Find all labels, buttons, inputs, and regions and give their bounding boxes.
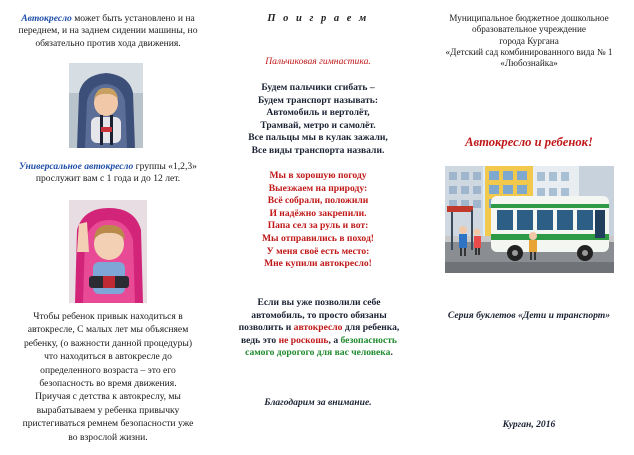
bus-stop-illustration [445, 166, 614, 273]
poem-line: Выезжаем на природу: [268, 182, 368, 194]
institution-line: «Детский сад комбинированного вида № 1 [445, 46, 613, 57]
lets-play-heading: П о и г р а е м [267, 13, 369, 24]
appeal-highlight-car-seat: автокресло [293, 322, 343, 334]
finger-gymnastics-subtitle [212, 56, 424, 68]
universal-car-seat-text: группы «1,2,3» прослужит вам с 1 года и до 12 лет. [35, 161, 197, 185]
poem-line: Мы отправились в поход! [262, 232, 374, 244]
appeal-text: ведь это [240, 334, 279, 346]
habit-paragraph [6, 310, 210, 444]
habit-line: во взрослой жизни. [68, 431, 148, 443]
appeal-text: позволить и [238, 322, 294, 334]
appeal-highlight-safety: безопасность [340, 334, 397, 346]
middle-panel [212, 0, 424, 455]
habit-line: безопасность во время движения. [39, 378, 177, 390]
car-seat-term: Автокресло [21, 13, 72, 24]
institution-line: образовательное учреждение [472, 24, 586, 35]
institution-line: Муниципальное бюджетное дошкольное [449, 13, 609, 23]
institution-line: города Кургана [499, 35, 559, 46]
habit-line: вырабатываем у ребенка привычку [36, 404, 180, 416]
poem-line: Будем пальчики сгибать – [261, 82, 375, 93]
thanks-text: Благодарим за внимание. [264, 397, 372, 408]
poem-line: Все виды транспорта назвали. [251, 144, 385, 156]
child-in-car-seat-photo [69, 63, 143, 148]
habit-line: пристегиваться ремнем безопасности уже [22, 418, 194, 430]
habit-line: определенного возраста – это его [40, 364, 176, 376]
habit-line: автокресле, С малых лет мы объясняем [27, 324, 189, 336]
transport-poem [212, 82, 424, 158]
car-seat-poem [212, 170, 424, 271]
institution-line: «Любознайка» [500, 58, 558, 69]
universal-car-seat-note [6, 161, 210, 186]
safety-appeal [216, 297, 422, 360]
appeal-line [216, 347, 422, 360]
finger-gymnastics-text: Пальчиковая гимнастика. [265, 56, 371, 67]
appeal-line [216, 335, 422, 348]
poem-line: И надёжно закрепили. [269, 207, 367, 219]
appeal-highlight-dearest: самого дорогого для вас человека [245, 347, 391, 359]
habit-line: ребенку, (о важности данной процедуры) [23, 337, 193, 349]
universal-car-seat-term: Универсальное автокресло [19, 161, 134, 172]
habit-line: Приучая с детства к автокреслу, мы [35, 391, 181, 403]
poem-line: У меня своё есть место: [266, 245, 370, 257]
poem-line: Автомобиль и вертолёт, [266, 107, 370, 119]
poem-line: Будем транспорт называть: [257, 94, 379, 106]
appeal-line: Если вы уже позволили себе [257, 297, 381, 308]
child-waving-in-car-seat-photo [69, 200, 147, 303]
right-panel [424, 0, 634, 455]
poem-line: Мне купили автокресло! [264, 258, 372, 270]
appeal-line [216, 322, 422, 335]
habit-line: что находиться в автокресле до [44, 351, 172, 363]
city-year: Курган, 2016 [502, 419, 556, 430]
appeal-line: автомобиль, то просто обязаны [251, 309, 387, 321]
car-seat-intro [6, 13, 210, 50]
poem-line: Трамвай, метро и самолёт. [260, 119, 376, 131]
car-seat-intro-text: может быть установлено и на переднем, и на заднем сидении машины, но обязательно против хода движения. [18, 13, 198, 49]
poem-line: Все пальцы мы в кулак зажали, [248, 132, 388, 144]
institution-name [430, 13, 628, 69]
appeal-highlight-not-luxury: не роскошь [278, 334, 329, 346]
appeal-text: . [390, 347, 393, 359]
booklet-title: Автокресло и ребенок! [465, 135, 593, 149]
habit-line: Чтобы ребенок привык находиться в [33, 311, 183, 322]
poem-line: Папа сел за руль и вот: [267, 220, 369, 232]
booklet-series: Серия буклетов «Дети и транспорт» [447, 310, 611, 321]
poem-line: Всё собрали, положили [267, 195, 369, 207]
left-panel [0, 0, 212, 455]
poem-line: Мы в хорошую погоду [269, 170, 367, 181]
appeal-text: для ребенка, [342, 322, 400, 334]
appeal-text: , а [328, 334, 341, 346]
